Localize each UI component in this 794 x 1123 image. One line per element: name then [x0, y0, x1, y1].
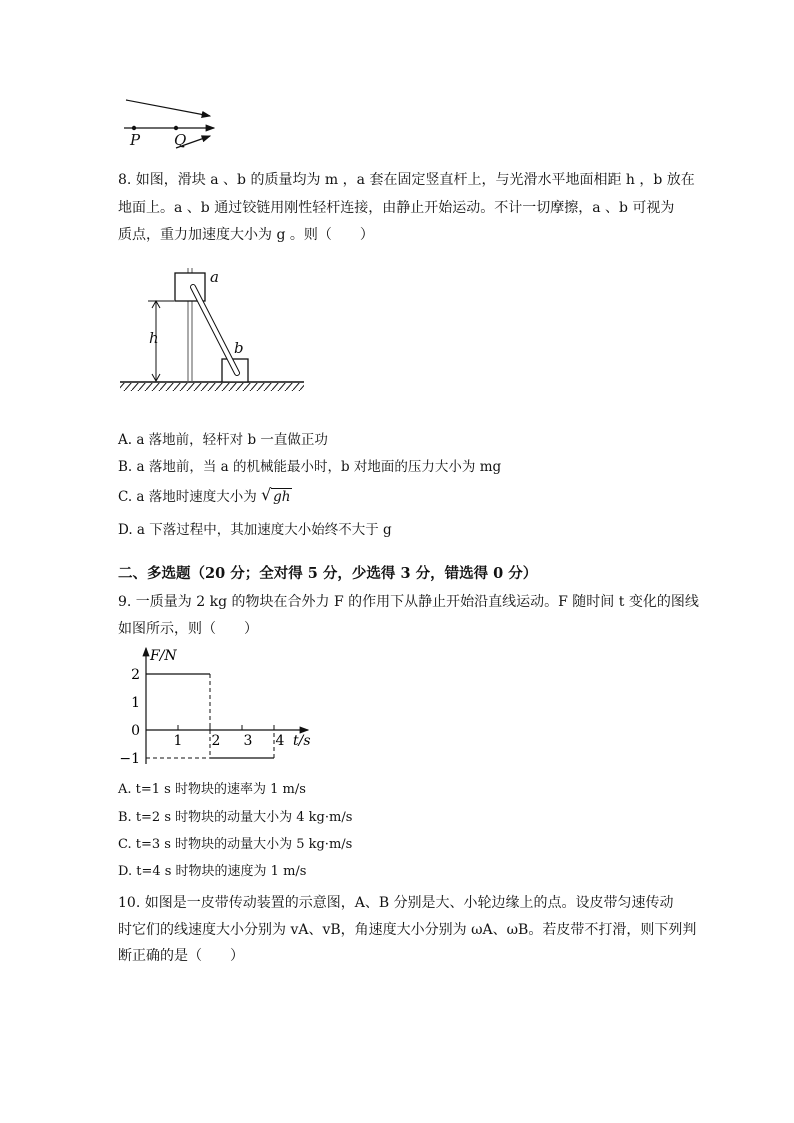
y-tick-label-1: 1	[131, 695, 140, 711]
ray-upper	[126, 100, 210, 116]
q8-line-3: 质点，重力加速度大小为 g 。则（ ）	[118, 227, 374, 243]
q10-line-1: 10. 如图是一皮带传动装置的示意图，A、B 分别是大、小轮边缘上的点。设皮带匀速传动	[118, 895, 674, 911]
force-time-chart	[118, 640, 318, 775]
sqrt-gh-radicand: gh	[273, 489, 291, 505]
x-axis-label: t/s	[293, 733, 311, 749]
label-b: b	[234, 339, 244, 357]
label-h: h	[149, 329, 159, 347]
section-2-title: 二、多选题（20 分；全对得 5 分，少选得 3 分，错选得 0 分）	[118, 565, 538, 582]
y-tick-label-0: 0	[131, 723, 140, 739]
q8-line-2: 地面上。a 、b 通过铰链用刚性轻杆连接，由静止开始运动。不计一切摩擦，a 、b 可视为	[118, 200, 675, 216]
label-a: a	[210, 268, 219, 286]
point-p	[132, 126, 136, 130]
y-tick-label-neg1: −1	[119, 751, 140, 767]
x-tick-label-4: 4	[275, 733, 285, 749]
q9-option-a: A. t=1 s 时物块的速率为 1 m/s	[118, 782, 306, 797]
q10-line-3: 断正确的是（ ）	[118, 948, 244, 964]
q9-line-1: 9. 一质量为 2 kg 的物块在合外力 F 的作用下从静止开始沿直线运动。F 随时间 t 变化的图线	[118, 594, 699, 610]
q8-option-d: D. a 下落过程中，其加速度大小始终不大于 g	[118, 522, 392, 538]
label-q: Q	[174, 131, 187, 149]
y-tick-label-2: 2	[131, 667, 140, 683]
x-tick-label-2: 2	[211, 733, 221, 749]
y-axis-label: F/N	[150, 648, 177, 664]
q9-option-c: C. t=3 s 时物块的动量大小为 5 kg·m/s	[118, 837, 353, 852]
x-tick-label-1: 1	[173, 733, 183, 749]
q9-line-2: 如图所示，则（ ）	[118, 621, 258, 637]
q8-option-c-text: C. a 落地时速度大小为	[118, 489, 257, 505]
q8-line-1: 8. 如图，滑块 a 、b 的质量均为 m ，a 套在固定竖直杆上，与光滑水平地面相距 h ，b 放在	[118, 172, 695, 188]
label-p: P	[130, 131, 141, 149]
point-q	[174, 126, 178, 130]
q8-option-b: B. a 落地前，当 a 的机械能最小时，b 对地面的压力大小为 mg	[118, 459, 502, 475]
q8-option-c	[118, 487, 292, 507]
light-rod-fill	[193, 287, 237, 373]
ground-hatch	[120, 383, 304, 391]
sqrt-gh: √ gh	[261, 485, 291, 505]
q9-option-b: B. t=2 s 时物块的动量大小为 4 kg·m/s	[118, 810, 353, 825]
q9-option-d: D. t=4 s 时物块的速度为 1 m/s	[118, 864, 307, 879]
q10-line-2: 时它们的线速度大小分别为 vA、vB，角速度大小分别为 ωA、ωB。若皮带不打滑，则下列判	[118, 922, 697, 938]
x-tick-label-3: 3	[243, 733, 253, 749]
q8-option-a: A. a 落地前，轻杆对 b 一直做正功	[118, 432, 328, 448]
